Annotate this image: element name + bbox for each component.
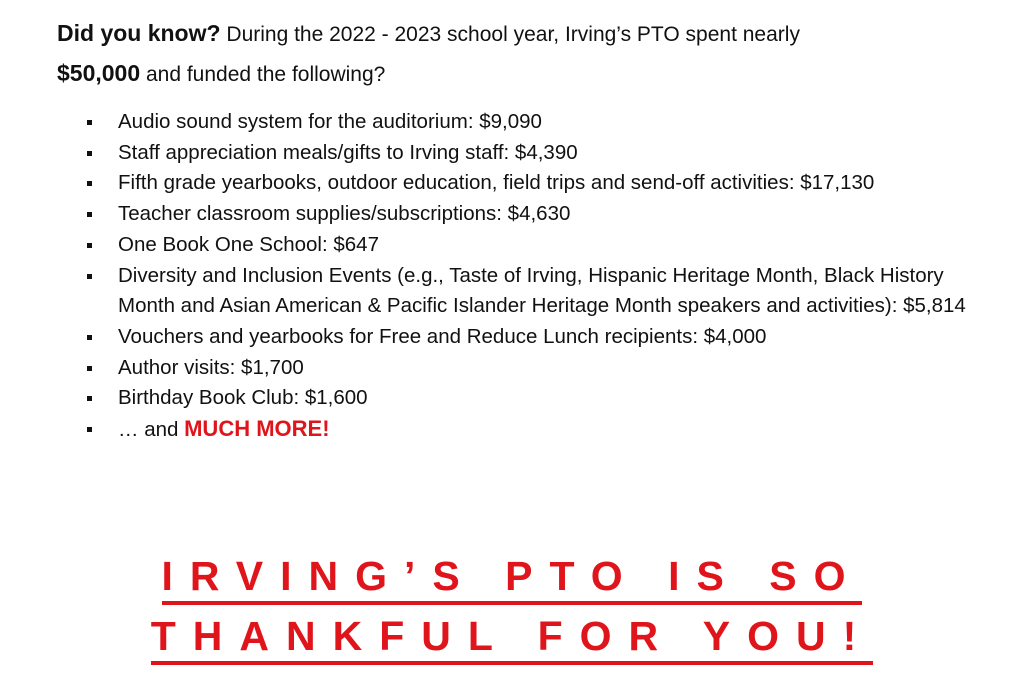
bullet-icon — [87, 120, 92, 125]
bullet-icon — [87, 396, 92, 401]
bullet-icon — [87, 274, 92, 279]
list-item — [0, 168, 1024, 199]
bullet-icon — [87, 243, 92, 248]
list-item-text: Staff appreciation meals/gifts to Irving staff: $4,390 — [118, 140, 578, 164]
list-item — [0, 353, 1024, 384]
bullet-icon — [87, 427, 92, 432]
thanks-banner-line-1 — [0, 552, 1024, 605]
thanks-line-1-text: IRVING’S PTO IS SO — [162, 552, 863, 605]
intro-amount: $50,000 — [57, 60, 141, 86]
bullet-icon — [87, 151, 92, 156]
list-item-text: Diversity and Inclusion Events (e.g., Taste of Irving, Hispanic Heritage Month, Black History Month and Asian American & Pacific Islander Heritage Month speakers and activities): $5,814 — [118, 263, 966, 318]
much-more-prefix: … and — [118, 418, 185, 442]
list-item-text: Teacher classroom supplies/subscriptions: $4,630 — [118, 202, 571, 226]
list-item — [0, 322, 1024, 353]
list-item-text: Birthday Book Club: $1,600 — [118, 386, 368, 410]
list-item — [0, 138, 1024, 169]
intro-text-1: During the 2022 - 2023 school year, Irving’s PTO spent nearly — [220, 23, 800, 46]
list-item — [0, 199, 1024, 230]
list-item-text: Fifth grade yearbooks, outdoor education, field trips and send-off activities: $17,130 — [118, 171, 875, 195]
bullet-icon — [87, 212, 92, 217]
list-item-text: Author visits: $1,700 — [118, 355, 304, 379]
intro-lead: Did you know? — [57, 20, 221, 46]
list-item-text: Vouchers and yearbooks for Free and Reduce Lunch recipients: $4,000 — [118, 324, 767, 348]
list-item — [0, 261, 1024, 322]
list-item-much-more — [0, 414, 1024, 446]
bullet-icon — [87, 366, 92, 371]
list-item-text: Audio sound system for the auditorium: $9,090 — [118, 110, 542, 133]
funded-items-list — [0, 107, 1024, 446]
list-item-text: One Book One School: $647 — [118, 232, 379, 256]
bullet-icon — [87, 335, 92, 340]
list-item — [0, 383, 1024, 414]
bullet-icon — [87, 181, 92, 186]
intro-text-2: and funded the following? — [140, 63, 386, 86]
list-item — [0, 230, 1024, 261]
much-more-highlight: MUCH MORE! — [184, 416, 330, 442]
thanks-line-2-text: THANKFUL FOR YOU! — [151, 612, 874, 665]
list-item — [0, 107, 1024, 138]
intro-paragraph — [57, 14, 997, 94]
thanks-banner-line-2 — [0, 612, 1024, 665]
